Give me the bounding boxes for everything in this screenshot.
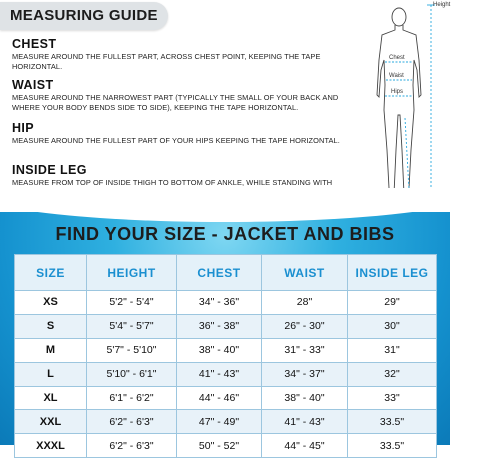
chest-label: Chest — [389, 55, 405, 61]
column-header-waist: WAIST — [262, 255, 348, 291]
table-row — [15, 410, 437, 434]
column-header-inside-leg: INSIDE LEG — [348, 255, 437, 291]
size-chart-title: FIND YOUR SIZE - JACKET AND BIBS — [55, 224, 395, 244]
table-row — [15, 291, 437, 315]
chest-cell: 36" - 38" — [177, 314, 262, 338]
waist-cell: 34" - 37" — [262, 362, 348, 386]
chest-cell: 47" - 49" — [177, 410, 262, 434]
height-cell: 6'2" - 6'3" — [87, 410, 177, 434]
chest-section — [12, 37, 362, 72]
waist-heading: WAIST — [12, 78, 54, 92]
column-header-size: SIZE — [15, 255, 87, 291]
inside-leg-line — [405, 118, 409, 190]
waist-cell: 41" - 43" — [262, 410, 348, 434]
height-cell: 6'1" - 6'2" — [87, 386, 177, 410]
chest-cell: 34" - 36" — [177, 291, 262, 315]
waist-cell: 26" - 30" — [262, 314, 348, 338]
inside-leg-cell: 33.5" — [348, 434, 437, 458]
inside-leg-description: MEASURE FROM TOP OF INSIDE THIGH TO BOTTOM OF ANKLE, WHILE STANDING WITH — [12, 178, 333, 187]
column-header-height: HEIGHT — [87, 255, 177, 291]
table-row — [15, 314, 437, 338]
chest-cell: 44" - 46" — [177, 386, 262, 410]
size-table — [14, 254, 437, 458]
hip-heading: HIP — [12, 121, 35, 135]
inside-leg-cell: 33.5" — [348, 410, 437, 434]
inside-leg-cell: 32" — [348, 362, 437, 386]
size-chart-panel — [0, 212, 450, 452]
inside-leg-cell: 30" — [348, 314, 437, 338]
size-cell: XL — [15, 386, 87, 410]
chest-cell: 41" - 43" — [177, 362, 262, 386]
size-cell: XXL — [15, 410, 87, 434]
chest-cell: 38" - 40" — [177, 338, 262, 362]
chest-heading: CHEST — [12, 37, 57, 51]
height-cell: 5'7" - 5'10" — [87, 338, 177, 362]
column-header-chest: CHEST — [177, 255, 262, 291]
wave-decoration — [0, 188, 490, 222]
hip-description: MEASURE AROUND THE FULLEST PART OF YOUR HIPS KEEPING THE TAPE HORIZONTAL. — [12, 136, 340, 145]
table-row — [15, 434, 437, 458]
size-cell: S — [15, 314, 87, 338]
hip-section — [12, 121, 362, 146]
body-figure-illustration — [365, 0, 450, 212]
size-cell: XS — [15, 291, 87, 315]
waist-section — [12, 78, 362, 113]
table-row — [15, 362, 437, 386]
table-row — [15, 338, 437, 362]
height-cell: 5'4" - 5'7" — [87, 314, 177, 338]
waist-cell: 38" - 40" — [262, 386, 348, 410]
height-cell: 5'10" - 6'1" — [87, 362, 177, 386]
inside-leg-cell: 29" — [348, 291, 437, 315]
inside-leg-heading: INSIDE LEG — [12, 163, 87, 177]
chest-description: MEASURE AROUND THE FULLEST PART, ACROSS CHEST POINT, KEEPING THE TAPE HORIZONTAL. — [12, 52, 321, 71]
table-header-row — [15, 255, 437, 291]
waist-cell: 31" - 33" — [262, 338, 348, 362]
inside-leg-cell: 31" — [348, 338, 437, 362]
size-cell: XXXL — [15, 434, 87, 458]
height-cell: 6'2" - 6'3" — [87, 434, 177, 458]
waist-label: Waist — [389, 73, 404, 79]
measuring-guide-title: MEASURING GUIDE — [10, 7, 158, 24]
height-label: Height — [433, 2, 451, 8]
waist-description: MEASURE AROUND THE NARROWEST PART (TYPICALLY THE SMALL OF YOUR BACK AND WHERE YOUR BODY BENDS SIDE TO SIDE), KEEPING THE TAPE HORIZONTAL. — [12, 93, 339, 112]
figure-body-outline — [377, 25, 421, 194]
hips-label: Hips — [391, 89, 404, 95]
measuring-guide-panel — [0, 0, 450, 212]
size-cell: M — [15, 338, 87, 362]
height-cell: 5'2" - 5'4" — [87, 291, 177, 315]
waist-cell: 28" — [262, 291, 348, 315]
figure-head — [392, 8, 406, 26]
size-cell: L — [15, 362, 87, 386]
waist-cell: 44" - 45" — [262, 434, 348, 458]
table-row — [15, 386, 437, 410]
chest-cell: 50" - 52" — [177, 434, 262, 458]
inside-leg-cell: 33" — [348, 386, 437, 410]
measuring-guide-header — [0, 2, 168, 30]
